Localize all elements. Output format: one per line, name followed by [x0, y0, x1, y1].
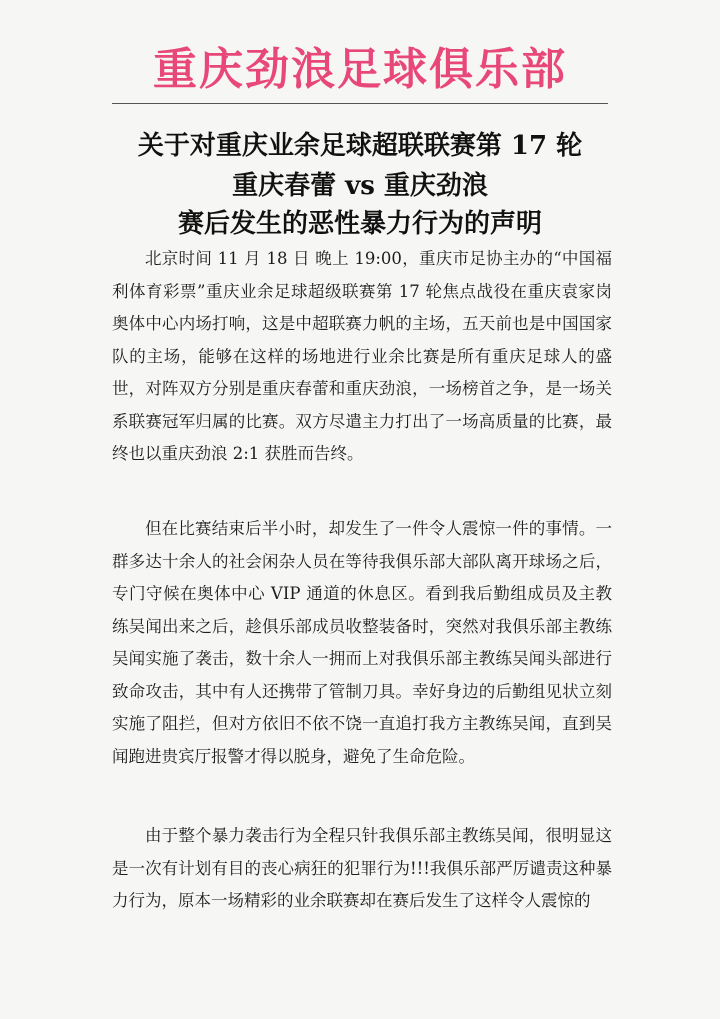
statement-title-line-3: 赛后发生的恶性暴力行为的声明 [177, 209, 542, 239]
club-letterhead: 重庆劲浪足球俱乐部 [153, 44, 567, 95]
body-paragraph-2: 但在比赛结束后半小时，却发生了一件令人震惊一件的事情。一群多达十余人的社会闲杂人员在等待我俱乐部大部队离开球场之后，专门守候在奥体中心 VIP 通道的休息区。看到我后勤组成员及主教练吴闻出来之后，趁俱乐部成员收整装备时，突然对我俱乐部主教练吴闻实施了袭击，数十余人一拥而上对我俱乐部主教练吴闻头部进行致命攻击，其中有人还携带了管制刀具。幸好身边的后勤组见状立刻实施了阻拦，但对方依旧不依不饶一直追打我方主教练吴闻，直到吴闻跑进贵宾厅报警才得以脱身，避免了生命危险。 [112, 519, 612, 766]
body-paragraph-1: 北京时间 11 月 18 日 晚上 19:00，重庆市足协主办的“中国福利体育彩票”重庆业余足球超级联赛第 17 轮焦点战役在重庆袁家岗奥体中心内场打响，这是中超联赛力帆的主场，五天前也是中国国家队的主场，能够在这样的场地进行业余比赛是所有重庆足球人的盛世，对阵双方分别是重庆春蕾和重庆劲浪，一场榜首之争，是一场关系联赛冠军归属的比赛。双方尽遣主力打出了一场高质量的比赛，最终也以重庆劲浪 2:1 获胜而告终。 [112, 249, 612, 463]
statement-title-line-2: 重庆春蕾 vs 重庆劲浪 [232, 171, 488, 201]
header-divider [112, 103, 608, 104]
body-paragraph-3: 由于整个暴力袭击行为全程只针我俱乐部主教练吴闻，很明显这是一次有计划有目的丧心病狂的犯罪行为!!!我俱乐部严厉谴责这种暴力行为，原本一场精彩的业余联赛却在赛后发生了这样令人震惊的 [112, 826, 612, 910]
statement-title-line-1: 关于对重庆业余足球超联联赛第 17 轮 [137, 131, 583, 161]
